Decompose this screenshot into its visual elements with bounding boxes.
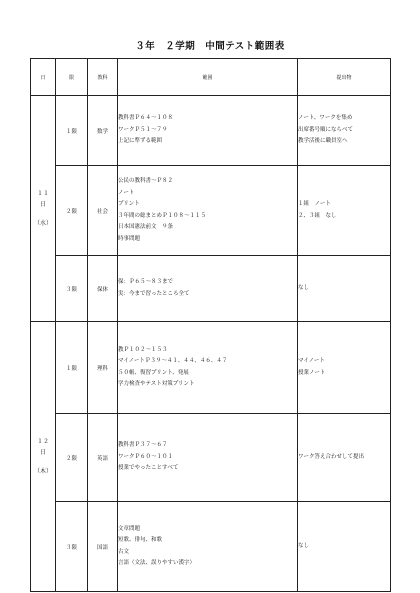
submit-line: 出席番号順にならべて [298, 126, 354, 133]
subject-cell: 国語 [88, 502, 118, 592]
range-line: 教科書Ｐ６４～１０８ [118, 115, 174, 122]
range-line: 短歌、俳句、和歌 [118, 537, 163, 543]
range-cell [118, 166, 298, 256]
range-line: 実：今まで習ったところ全て [118, 290, 190, 297]
period-cell: ３限 [56, 256, 88, 322]
range-cell [118, 256, 298, 322]
submit-cell [298, 322, 391, 414]
period-cell: １限 [56, 322, 88, 414]
submit-line: なし [298, 542, 310, 549]
range-cell [118, 322, 298, 414]
header-day: 日 [31, 59, 56, 96]
range-line: 授業でやったことすべて [118, 465, 179, 472]
submit-line: なし [298, 284, 310, 291]
subject-cell: 理科 [88, 322, 118, 414]
submit-line: ノート、ワークを集め [298, 115, 353, 122]
period-cell: ３限 [56, 502, 88, 592]
range-line: 時事問題 [118, 235, 141, 242]
range-cell [118, 502, 298, 592]
day-weekday: （水） [33, 220, 52, 227]
day-unit: 日 [39, 201, 46, 208]
submit-line: 教学活後に職員室へ [298, 138, 348, 145]
range-line: プリント [118, 201, 140, 207]
range-line: ノート [118, 189, 135, 196]
range-line: 保：Ｐ６５～８３まで [118, 279, 174, 285]
table-row [31, 166, 391, 256]
range-line: 教科書Ｐ３７～６７ [118, 442, 168, 449]
submit-line: マイノート [298, 358, 325, 364]
submit-cell [298, 256, 391, 322]
range-line: ワークＰ６０～１０１ [118, 453, 174, 460]
submit-cell [298, 96, 391, 166]
day-cell-11 [31, 96, 56, 322]
header-period: 限 [56, 59, 88, 96]
subject-cell: 数学 [88, 96, 118, 166]
range-line: 言語（文法、誤りやすい漢字） [118, 560, 196, 566]
range-line: 教Ｐ１０２～１５３ [118, 346, 168, 353]
range-line: 上記に準ずる範囲 [118, 138, 163, 145]
range-line: 文章問題 [118, 525, 141, 532]
range-line: 公民の教科書～Ｐ８２ [118, 178, 174, 184]
range-line: 古文 [118, 548, 130, 555]
subject-cell: 英語 [88, 414, 118, 502]
day-number: １１ [36, 190, 49, 197]
submit-line: ワーク答え合わせして提出 [298, 453, 365, 460]
period-cell: ２限 [56, 166, 88, 256]
subject-cell: 保体 [88, 256, 118, 322]
table-row [31, 256, 391, 322]
range-cell [118, 414, 298, 502]
page-title: ３年 ２学期 中間テスト範囲表 [135, 41, 285, 52]
header-submit: 提出物 [298, 59, 391, 96]
range-line: ワークＰ５１～７９ [118, 126, 168, 133]
subject-cell: 社会 [88, 166, 118, 256]
table-row [31, 322, 391, 414]
exam-range-table [30, 58, 391, 592]
header-subject: 教科 [88, 59, 118, 96]
submit-cell [298, 166, 391, 256]
submit-line: 授業ノート [298, 369, 326, 376]
submit-line: １組 ノート [298, 201, 331, 207]
range-line: マイノートＰ３９～４１、４４、４６、４７ [118, 358, 228, 364]
header-range: 範囲 [118, 59, 298, 96]
table-row [31, 502, 391, 592]
submit-cell [298, 502, 391, 592]
range-line: 学力検査やテスト対策プリント [118, 381, 195, 387]
day-unit: 日 [39, 449, 46, 456]
period-cell: ２限 [56, 414, 88, 502]
range-line: ３年間の総まとめＰ１０８～１１５ [118, 212, 207, 219]
submit-line: ２、３組 なし [298, 212, 337, 219]
range-line: 日本国憲法前文 ９条 [118, 224, 174, 230]
submit-cell [298, 414, 391, 502]
range-cell [118, 96, 298, 166]
table-row [31, 96, 391, 166]
day-number: １２ [36, 438, 49, 445]
table-row [31, 414, 391, 502]
period-cell: １限 [56, 96, 88, 166]
day-cell-12 [31, 322, 56, 592]
day-weekday: （木） [33, 468, 52, 475]
range-line: ５０帳、復習プリント、発展 [118, 369, 189, 376]
header-row [31, 59, 391, 96]
